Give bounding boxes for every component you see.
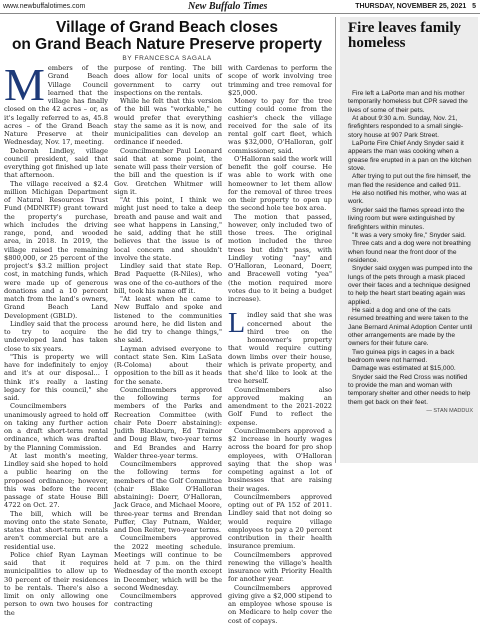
paragraph: "It was a very smoky fire," Snyder said. bbox=[352, 231, 466, 239]
paragraph: After trying to put out the fire himself, the man fled the residence and called 911. bbox=[348, 173, 471, 189]
article-column-3 bbox=[228, 64, 332, 625]
drop-cap: M bbox=[4, 59, 45, 110]
paragraph: Councilmembers also approved making an amendment to the 2021-2022 Golf Fund to reflect the expense. bbox=[228, 385, 332, 427]
sidebar-body bbox=[348, 90, 473, 463]
article-byline: BY FRANCESCA SAGALA bbox=[122, 55, 212, 62]
paragraph: Deborah Lindley, village council president, said that everything got finished up late that afternoon. bbox=[4, 146, 108, 180]
paragraph: Councilmembers approved contracting bbox=[114, 592, 222, 609]
paragraph: Councilmembers approved giving give a $2,000 stipend to an employee whose spouse is on Medicare to help cover the cost of copays. bbox=[228, 583, 332, 625]
paragraph: Lindley said that state Rep. Brad Paquette (R-Niles), who was one of the co-authors of the bill, took his name off it. bbox=[114, 262, 222, 295]
paragraph: Damage was estimated at $15,000. bbox=[352, 365, 456, 373]
paragraph: "At least when he came to New Buffalo and spoke and listened to the communities around here, he did listen and he did try to change things," she said. bbox=[114, 295, 222, 345]
paragraph: While he felt that this version of the bill was "workable," he would prefer that everything stay the same as it is now, and municipalities can develop an ordinance if needed. bbox=[114, 97, 222, 147]
paragraph: embers of the Grand Beach Village Council learned that the village has finally closed on the 42 acres – or, as it's legally referred to as, 45.8 acres – of the Grand Beach Nature Preserve at their Wednesday, Nov. 17, meeting. bbox=[4, 64, 108, 147]
paragraph: Councilmember Paul Leonard said that at some point, the senate will pass their version of the bill and the question is if Gov. Gretchen Whitmer will sign it. bbox=[114, 146, 222, 196]
article-column-2 bbox=[114, 64, 222, 609]
page-header bbox=[0, 0, 480, 14]
site-url[interactable]: www.newbuffalotimes.com bbox=[3, 3, 86, 10]
paragraph: Fire left a LaPorte man and his mother temporarily homeless but CPR saved the lives of some of their pets. bbox=[348, 90, 468, 114]
paragraph: At about 9:30 a.m. Sunday, Nov. 21, firefighters responded to a small single-story house at 907 Park Street. bbox=[348, 115, 464, 139]
paragraph: "At this point, I think we might just need to take a deep breath and pause and wait and see what happens in Lansing," he said, adding that he still believes that the issue is of local concern and shouldn't involve the state. bbox=[114, 196, 222, 262]
paragraph: Councilmembers approved the following terms for members of the Parks and Recreation Committee (with chair Pete Doerr abstaining): Judith Blackburn, Ed Trainor and Doug Blaw, two-year terms and Ed Brandes and Harry Walder three-year terms. bbox=[114, 385, 222, 460]
paragraph: He also notified his mother, who was at work. bbox=[348, 190, 467, 206]
paragraph: He said a dog and one of the cats resumed breathing and were taken to the Jane Bernard Animal Adoption Center until other arrangements are made by the owners for their future care. bbox=[348, 306, 473, 348]
article-headline: Village of Grand Beach closes on Grand Beach Nature Preserve property bbox=[11, 19, 323, 53]
paragraph: Councilmembers approved renewing the village's health insurance with Priority Health for another year. bbox=[228, 550, 332, 584]
paragraph: indley said that she was concerned about the third tree on the homeowner's property that would require cutting down limbs over their house, which is private property, and that she'd like to look at the tree herself. bbox=[228, 311, 332, 386]
paragraph: Money to pay for the tree cutting could come from the cashier's check the village received for the sale of its rental golf cart fleet, which was $32,000, O'Halloran, golf commissioner, said. bbox=[228, 97, 332, 155]
paragraph: LaPorte Fire Chief Andy Snyder said it appears the man was cooking when a grease fire erupted in a pan on the kitchen stove. bbox=[348, 140, 472, 173]
sidebar-title: Fire leaves family homeless bbox=[348, 20, 462, 51]
paragraph: Councilmembers unanimously agreed to hold off on taking any further action on a draft short-term rental ordinance, which was drafted by the Planning Commission. bbox=[4, 402, 108, 452]
paragraph: O'Halloran said the work will benefit the golf course. He was able to work with one homeowner to let them allow for the removal of three trees on their property to open up the second hole tee box area. bbox=[228, 154, 332, 213]
paragraph: Councilmembers approved a $2 increase in hourly wages across the board for pro shop employees, with O'Halloran saying that the shop was competing against a lot of businesses that are raising their wages. bbox=[228, 426, 332, 493]
paragraph: Councilmembers approved the following terms for members of the Golf Committee (chair Blake O'Halloran abstaining): Doerr, O'Halloran, Jack Grace, and Michael Moore, three-year terms and Brendan Puffer, Clay Putnam, Walder, and Don Reiter, two-year terms. bbox=[114, 460, 222, 534]
paragraph: Layman advised everyone to contact state Sen. Kim LaSata (R-Coloma) about their opposition to the bill as it heads for the senate. bbox=[114, 344, 222, 386]
paragraph: At last month's meeting, Lindley said she hoped to hold a public hearing on the proposed ordinance; however, this was before the recent passage of state House Bill 4722 on Oct. 27. bbox=[4, 451, 108, 510]
paragraph: Snyder said the Red Cross was notified to provide the man and woman with temporary shelter and other needs to help them get back on their feet. bbox=[348, 373, 471, 406]
paragraph: Snyder said oxygen was pumped into the lungs of the pets through a mask placed over their faces and a technique designed to help the heart start beating again was applied. bbox=[348, 265, 473, 306]
column-divider bbox=[335, 17, 336, 463]
drop-cap-2: L bbox=[228, 308, 246, 340]
paragraph: Police chief Ryan Layman said that it requires municipalities to allow up to 30 percent of their residences to be rentals. There's also a limit on only allowing one person to own two houses for the bbox=[4, 550, 108, 617]
paragraph: "This is property we will have for indefinitely to enjoy and it's at our disposal… I think it's really a lasting legacy for this council," she said. bbox=[4, 352, 108, 402]
paragraph: Councilmembers approved opting out of PA 152 of 2011. Lindley said that not doing so would require village employees to pay a 20 percent contribution in their health insurance premium. bbox=[228, 492, 332, 551]
paragraph: The bill, which will be moving onto the state Senate, states that short-term rentals aren't commercial but are a residential use. bbox=[4, 509, 108, 551]
masthead-logo: New Buffalo Times bbox=[188, 1, 268, 12]
paragraph: Councilmembers approved the 2022 meeting schedule. Meetings will continue to be held at 7 p.m. on the third Wednesday of the month except in December, which will be the second Wednesday. bbox=[114, 534, 222, 592]
date-page: THURSDAY, NOVEMBER 25, 2021 5 bbox=[355, 3, 476, 10]
paragraph: Three cats and a dog were not breathing when found near the front door of the residence. bbox=[348, 240, 471, 264]
paragraph: The village received a $2.4 million Michigan Department of Natural Resources Trust Fund (MDNRTF) grant toward the property's purchase, which includes the driving range, pond, and wooded area, in 2018. In 2019, the village raised the remaining $800,000, or 25 percent of the project's $3.2 million project cost, in matching funds, which were made up of generous donations and a 10 percent match from the land's owners, Grand Beach Land Development (GBLD). bbox=[4, 179, 108, 320]
paragraph: purpose of renting. The bill does allow for local units of government to carry out inspections on the rentals. bbox=[114, 64, 222, 97]
paragraph: with Cardenas to perform the scope of work involving tree trimming and tree removal for $25,000. bbox=[228, 64, 332, 97]
article-column-1 bbox=[4, 59, 108, 617]
paragraph: Lindley said that the process to try to acquire the undeveloped land has taken close to six years. bbox=[4, 319, 108, 353]
paragraph: Snyder said the flames spread into the living room but were extinguished by firefighters within minutes. bbox=[348, 206, 465, 231]
paragraph: Two guinea pigs in cages in a back bedroom were not harmed. bbox=[348, 348, 455, 364]
paragraph: The motion that passed, however, only included two of those trees. The original motion included the three trees but didn't pass, with Lindley voting "nay" and O'Halloran, Leonard, Doerr, and Bracewell voting "yea" (the motion required more votes due to it being a budget increase). bbox=[228, 212, 332, 303]
sidebar-signature: — STAN MADDUX bbox=[426, 408, 473, 415]
